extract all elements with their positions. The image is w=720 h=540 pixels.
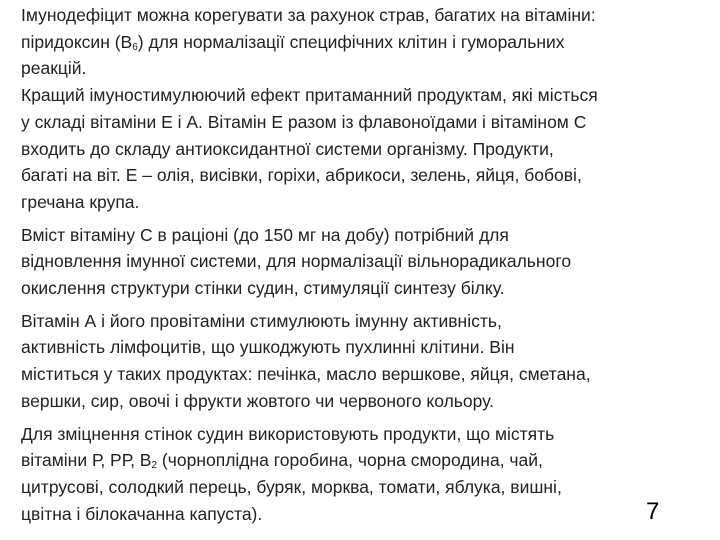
text-line: вітаміни Р, РР, $В_2$ (чорноплідна горобина, чорна смородина, чай, [21, 450, 543, 472]
text-line: відновлення імунної системи, для нормалізації вільнорадикального [21, 251, 572, 272]
text-line: Кращий імуностимулюючий ефект притаманний продуктам, які містьcя [21, 85, 598, 106]
text-line: цитрусові, солодкий перець, буряк, морква, томати, яблука, вишні, [21, 476, 562, 497]
paragraph [21, 2, 711, 82]
paragraph [21, 421, 711, 528]
text-line: Імунодефіцит можна корегувати за рахунок страв, багатих на вітаміни: [21, 5, 596, 25]
text-line: Для зміцнення стінок судин використовують продукти, що містять [21, 423, 555, 444]
text-line: вершки, сир, овочі і фрукти жовтого чи червоного кольору. [21, 390, 495, 411]
paragraph [21, 82, 711, 216]
paragraph [21, 308, 711, 415]
text-line: входить до складу антиоксидантної системи організму. Продукти, [21, 138, 554, 159]
text-line: гречана крупа. [21, 191, 140, 212]
text-line: піридоксин $(В_6)$ для нормалізації специфічних клітин і гуморальних [21, 31, 565, 53]
text-container [21, 2, 711, 527]
text-line: активність лімфоцитів, що ушкоджують пухлинні клітини. Він [21, 337, 515, 358]
text-line: цвітна і білокачанна капуста). [21, 503, 263, 524]
text-line: міститься у таких продуктах: печінка, масло вершкове, яйця, сметана, [21, 364, 591, 385]
subscript: 2 [151, 460, 158, 472]
subscript: 6 [132, 41, 138, 53]
text-line: Вітамін А і його провітаміни стимулюють імунну активність, [21, 310, 502, 331]
text-line: у складі вітаміни Е і А. Вітамін Е разом із флавоноїдами і вітаміном С [21, 111, 587, 132]
text-line: реакцій. [21, 58, 87, 79]
text-line: Вміст вітаміну С в раціоні (до 150 мг на добу) потрібний для [21, 224, 509, 245]
text-line: окислення структури стінки судин, стимуляції синтезу білку. [21, 278, 505, 299]
document-body [21, 2, 711, 527]
paragraph [21, 222, 711, 302]
page-number: 7 [646, 498, 660, 525]
text-line: багаті на віт. Е – олія, висівки, горіхи, абрикоси, зелень, яйця, бобові, [21, 165, 582, 186]
